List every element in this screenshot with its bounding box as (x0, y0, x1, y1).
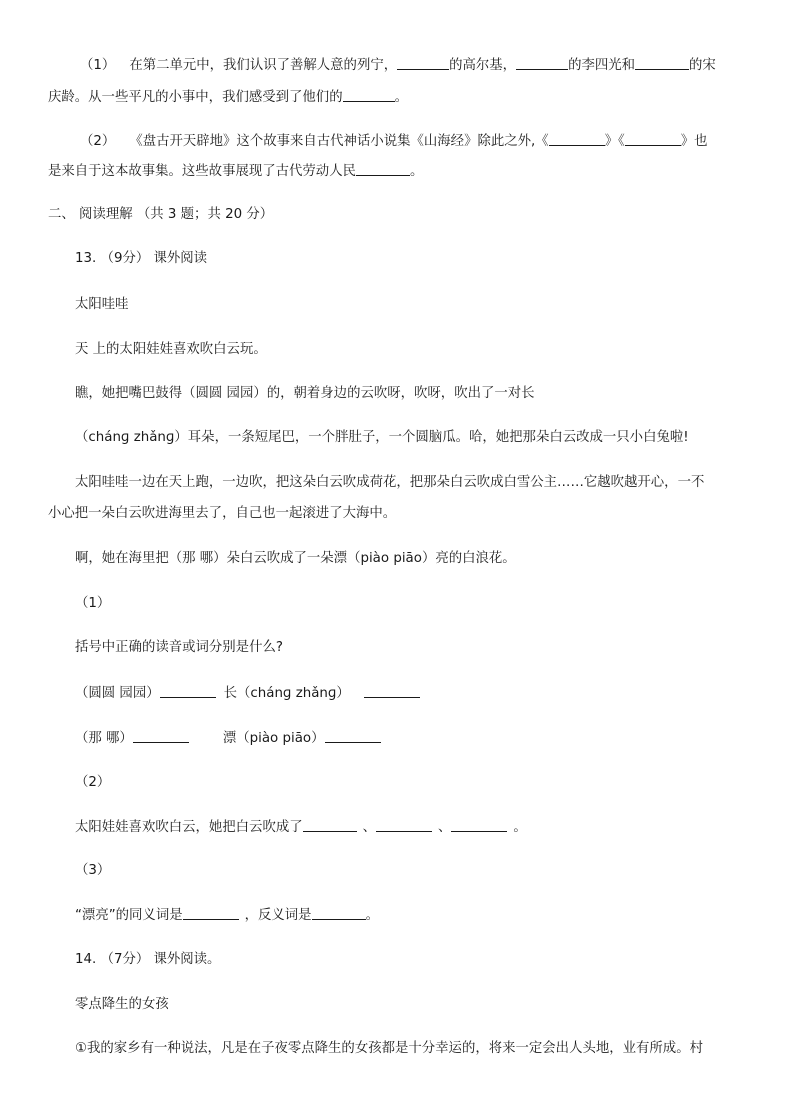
part-number: （2） (80, 134, 116, 149)
question-12-part-1-line-2 (48, 88, 408, 107)
text: 的李四光和 (568, 58, 636, 73)
text: 。 (513, 820, 527, 835)
text: 的高尔基， (449, 58, 517, 73)
text: “漂亮”的同义词是 (75, 908, 183, 923)
passage-paragraph-3-line-1: 太阳哇哇一边在天上跑，一边吹，把这朵白云吹成荷花，把那朵白云吹成白雪公主……它越吹越开心，一不 (75, 475, 705, 490)
answer-blank[interactable] (376, 818, 432, 832)
text: 《盘古开天辟地》这个故事来自古代神话小说集《山海经》除此之外,《 (129, 134, 549, 149)
passage-paragraph-2: 瞧，她把嘴巴鼓得（圆圆 园园）的，朝着身边的云吹呀，吹呀，吹出了一对长 (75, 386, 535, 401)
text: ，反义词是 (244, 908, 312, 923)
answer-blank[interactable] (160, 684, 216, 698)
section-2-title: 二、 阅读理解 （共 3 题；共 20 分） (48, 207, 274, 222)
sub-question-3-number: （3） (75, 863, 111, 878)
question-13-header: 13. （9分） 课外阅读 (75, 251, 208, 266)
answer-blank[interactable] (625, 132, 681, 146)
choice-text: 长（chánɡ zhǎnɡ） (223, 686, 350, 701)
answer-blank[interactable] (356, 162, 410, 176)
answer-blank[interactable] (364, 684, 420, 698)
text: 、 (362, 820, 377, 835)
passage-title: 太阳哇哇 (75, 297, 129, 312)
answer-blank[interactable] (516, 56, 568, 70)
question-14-header: 14. （7分） 课外阅读。 (75, 952, 221, 967)
choice-text: 漂（piào piāo） (222, 731, 325, 746)
text: 在第二单元中，我们认识了善解人意的列宁， (129, 58, 398, 73)
text: 是来自于这本故事集。这些故事展现了古代劳动人民 (48, 164, 356, 179)
sub-question-2-prompt (75, 818, 527, 837)
passage-paragraph-4: 啊，她在海里把（那 哪）朵白云吹成了一朵漂（piào piāo）亮的白浪花。 (75, 551, 516, 566)
passage-paragraph-2-cont: （chánɡ zhǎnɡ）耳朵，一条短尾巴，一个胖肚子，一个圆脑瓜。哈，她把那朵白云改成一只小白兔啦! (75, 430, 689, 445)
answer-blank[interactable] (343, 88, 395, 102)
passage-paragraph-1: 天 上的太阳娃娃喜欢吹白云玩。 (75, 342, 267, 357)
sub-question-1-number: （1） (75, 596, 111, 611)
passage-paragraph-1: ①我的家乡有一种说法，凡是在子夜零点降生的女孩都是十分幸运的，将来一定会出人头地，业有所成。村 (75, 1041, 703, 1056)
answer-blank[interactable] (635, 56, 689, 70)
text: 的宋 (689, 58, 716, 73)
passage-paragraph-3-line-2: 小心把一朵白云吹进海里去了，自己也一起滚进了大海中。 (48, 506, 397, 521)
text: 》《 (604, 134, 625, 149)
text: 、 (438, 820, 452, 835)
answer-blank[interactable] (451, 818, 507, 832)
passage-title: 零点降生的女孩 (75, 997, 169, 1012)
answer-blank[interactable] (133, 729, 189, 743)
answer-blank[interactable] (183, 906, 239, 920)
answer-blank[interactable] (303, 818, 357, 832)
sub-question-1-row-1 (75, 684, 420, 703)
sub-question-2-number: （2） (75, 775, 111, 790)
question-12-part-1-line-1 (80, 56, 716, 75)
choice-text: （那 哪） (75, 731, 133, 746)
answer-blank[interactable] (312, 906, 366, 920)
text: 庆龄。从一些平凡的小事中，我们感受到了他们的 (48, 90, 343, 105)
question-12-part-2-line-1 (80, 132, 708, 151)
text: 》也 (680, 134, 708, 149)
answer-blank[interactable] (549, 132, 605, 146)
sub-question-3-prompt (75, 906, 379, 925)
sub-question-1-prompt: 括号中正确的读音或词分别是什么? (75, 640, 283, 655)
question-12-part-2-line-2 (48, 162, 423, 181)
text: 。 (409, 164, 424, 179)
part-number: （1） (80, 58, 116, 73)
text: 。 (365, 908, 379, 923)
answer-blank[interactable] (397, 56, 449, 70)
text: 太阳娃娃喜欢吹白云，她把白云吹成了 (75, 820, 303, 835)
sub-question-1-row-2 (75, 729, 381, 748)
text: 。 (394, 90, 408, 105)
answer-blank[interactable] (325, 729, 381, 743)
choice-text: （圆圆 园园） (75, 686, 160, 701)
